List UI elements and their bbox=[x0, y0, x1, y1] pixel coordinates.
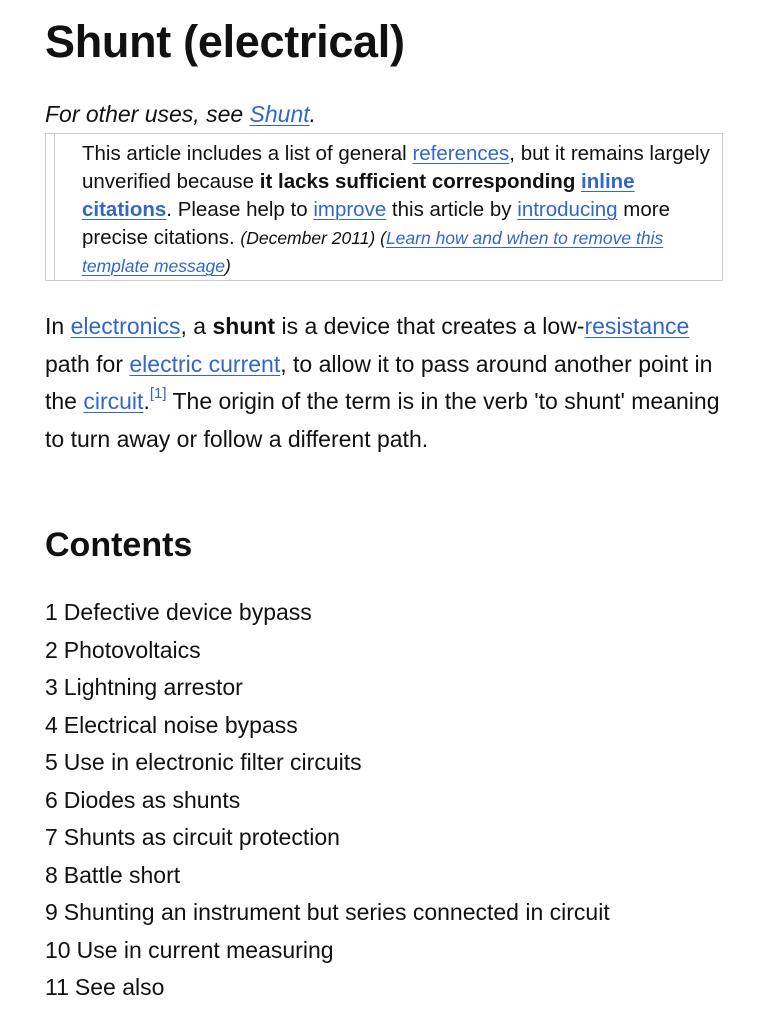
toc-label: See also bbox=[74, 974, 165, 1000]
link-inline-citations[interactable]: inline citations bbox=[82, 170, 635, 221]
hatnote bbox=[45, 99, 316, 129]
link-electronics[interactable]: electronics bbox=[70, 313, 181, 339]
toc-number: 2 bbox=[45, 636, 58, 663]
link-circuit[interactable]: circuit bbox=[83, 388, 144, 414]
toc-item[interactable] bbox=[45, 932, 725, 970]
toc-item[interactable] bbox=[45, 894, 725, 932]
hatnote-link-shunt[interactable]: Shunt bbox=[249, 101, 310, 127]
intro-text-part: In bbox=[45, 313, 71, 339]
toc-item[interactable] bbox=[45, 707, 725, 745]
toc-label: Defective device bypass bbox=[63, 599, 312, 625]
toc-label: Battle short bbox=[63, 861, 181, 888]
hatnote-prefix: For other uses, see bbox=[45, 101, 250, 127]
toc-number: 11 bbox=[45, 974, 69, 1000]
notice-text-part: this article by bbox=[386, 198, 518, 221]
notice-paren: ( bbox=[375, 228, 386, 248]
notice-text-part: more precise citations. bbox=[82, 198, 670, 249]
notice-text-part: , but it remains largely unverified because bbox=[82, 142, 710, 193]
link-learn-how-remove[interactable]: Learn how and when to remove this template message bbox=[82, 228, 664, 276]
contents-heading: Contents bbox=[45, 526, 193, 564]
intro-text-part: . bbox=[143, 388, 150, 414]
toc-number: 8 bbox=[45, 861, 58, 888]
toc-label: Shunting an instrument but series connected in circuit bbox=[63, 899, 610, 925]
term-shunt: shunt bbox=[212, 313, 276, 339]
page-title: Shunt (electrical) bbox=[45, 16, 405, 67]
notice-stripe bbox=[54, 134, 55, 280]
notice-text-part: . Please help to bbox=[166, 198, 314, 221]
toc-label: Electrical noise bypass bbox=[63, 711, 298, 738]
link-improve[interactable]: improve bbox=[313, 198, 387, 221]
intro-text-part: The origin of the term is in the verb 'to shunt' meaning to turn away or follow a different path. bbox=[45, 388, 720, 452]
link-electric-current[interactable]: electric current bbox=[129, 350, 281, 377]
toc-item[interactable] bbox=[45, 594, 725, 632]
toc-item[interactable] bbox=[45, 969, 725, 1007]
toc-number: 5 bbox=[45, 749, 58, 775]
reference-1[interactable]: [1] bbox=[149, 385, 167, 403]
toc-number: 4 bbox=[45, 711, 58, 738]
link-references[interactable]: references bbox=[412, 142, 510, 165]
toc-number: 9 bbox=[45, 899, 58, 925]
toc-item[interactable] bbox=[45, 782, 725, 820]
intro-text-part: , to allow it to pass around another point in the bbox=[45, 350, 713, 414]
toc-label: Photovoltaics bbox=[63, 636, 201, 663]
toc-label: Use in electronic filter circuits bbox=[63, 749, 362, 775]
toc-number: 1 bbox=[45, 599, 58, 625]
toc-item[interactable] bbox=[45, 669, 725, 707]
notice-text-part: This article includes a list of general bbox=[82, 142, 413, 165]
toc-number: 10 bbox=[45, 936, 71, 963]
toc-number: 6 bbox=[45, 786, 58, 813]
notice-bold-text: it lacks sufficient corresponding bbox=[259, 170, 582, 193]
link-introducing[interactable]: introducing bbox=[517, 198, 618, 221]
toc-item[interactable] bbox=[45, 819, 725, 857]
hatnote-suffix: . bbox=[309, 101, 317, 127]
toc-item[interactable] bbox=[45, 857, 725, 895]
toc-item[interactable] bbox=[45, 744, 725, 782]
toc-label: Lightning arrestor bbox=[63, 674, 243, 700]
notice-text bbox=[82, 140, 716, 280]
intro-text-part: is a device that creates a low- bbox=[275, 313, 585, 339]
toc-number: 7 bbox=[45, 824, 58, 850]
notice-paren: ) bbox=[225, 256, 231, 276]
intro-text-part: path for bbox=[45, 350, 130, 377]
citation-notice-box bbox=[45, 133, 723, 281]
toc-label: Use in current measuring bbox=[76, 936, 334, 963]
link-resistance[interactable]: resistance bbox=[584, 313, 690, 339]
intro-paragraph bbox=[45, 308, 730, 458]
toc-label: Diodes as shunts bbox=[63, 786, 241, 813]
toc-item[interactable] bbox=[45, 632, 725, 670]
notice-date: (December 2011) bbox=[240, 228, 376, 248]
toc-label: Shunts as circuit protection bbox=[63, 824, 340, 850]
toc-number: 3 bbox=[45, 674, 58, 700]
table-of-contents bbox=[45, 594, 725, 1007]
intro-text-part: , a bbox=[180, 313, 213, 339]
